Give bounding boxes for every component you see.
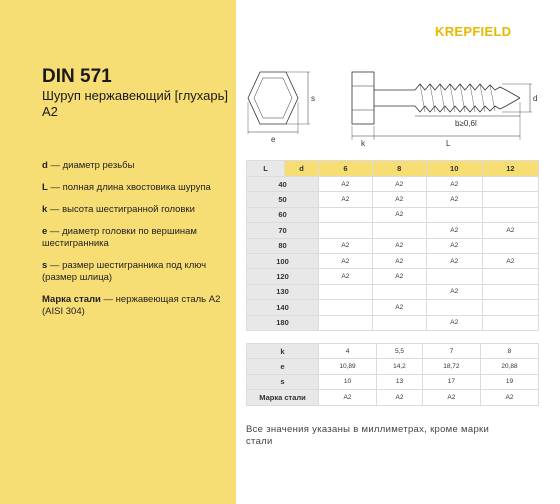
table-cell bbox=[372, 223, 426, 238]
table-cell: A2 bbox=[422, 390, 480, 405]
table-cell: 5,5 bbox=[377, 344, 423, 359]
row-length: 40 bbox=[247, 177, 319, 192]
table-row bbox=[247, 359, 539, 374]
row-length: 100 bbox=[247, 253, 319, 268]
table-cell: 10 bbox=[319, 374, 377, 389]
table-cell: A2 bbox=[482, 253, 538, 268]
definition-d: d — диаметр резьбы bbox=[42, 160, 135, 171]
table-cell bbox=[482, 284, 538, 299]
table-row bbox=[247, 374, 539, 389]
table-cell: 8 bbox=[480, 344, 538, 359]
table-row bbox=[247, 192, 539, 207]
row-length: 130 bbox=[247, 284, 319, 299]
brand-logo: KREPFIELD bbox=[435, 24, 512, 39]
table-cell bbox=[426, 269, 482, 284]
table-row bbox=[247, 223, 539, 238]
table-cell: A2 bbox=[319, 238, 373, 253]
row-label: e bbox=[247, 359, 319, 374]
row-length: 50 bbox=[247, 192, 319, 207]
hex-inner-circle bbox=[254, 78, 292, 118]
dim-b-label: b≥0,6l bbox=[455, 119, 477, 128]
table-cell: A2 bbox=[372, 253, 426, 268]
page-title: DIN 571 bbox=[42, 66, 112, 87]
table-cell: A2 bbox=[372, 192, 426, 207]
dim-e-label: e bbox=[271, 135, 276, 144]
table-row bbox=[247, 315, 539, 330]
row-length: 180 bbox=[247, 315, 319, 330]
header-size: 8 bbox=[372, 161, 426, 177]
dimensions-table bbox=[246, 343, 539, 406]
table-row bbox=[247, 284, 539, 299]
table-cell bbox=[482, 269, 538, 284]
table-cell: A2 bbox=[426, 223, 482, 238]
table-row bbox=[247, 269, 539, 284]
definition-s: s — размер шестигранника под ключ (размер шлица) bbox=[42, 260, 207, 283]
table-cell: A2 bbox=[372, 177, 426, 192]
definitions-list bbox=[42, 160, 232, 328]
thread-top bbox=[415, 84, 520, 98]
table-cell bbox=[482, 177, 538, 192]
header-size: 10 bbox=[426, 161, 482, 177]
table-cell: 4 bbox=[319, 344, 377, 359]
units-note: Все значения указаны в миллиметрах, кроме марки стали bbox=[246, 424, 490, 447]
table-cell: 10,89 bbox=[319, 359, 377, 374]
left-panel bbox=[0, 0, 236, 504]
length-availability-table bbox=[246, 160, 539, 331]
table-cell bbox=[319, 223, 373, 238]
table-cell: A2 bbox=[319, 177, 373, 192]
dim-k-label: k bbox=[361, 139, 365, 148]
table-cell: 19 bbox=[480, 374, 538, 389]
table-cell bbox=[426, 300, 482, 315]
table-cell bbox=[319, 284, 373, 299]
table-row bbox=[247, 300, 539, 315]
table-cell: A2 bbox=[319, 192, 373, 207]
table-cell: 17 bbox=[422, 374, 480, 389]
row-length: 60 bbox=[247, 207, 319, 222]
table-cell: A2 bbox=[377, 390, 423, 405]
table-cell bbox=[319, 207, 373, 222]
definition-L: L — полная длина хвостовика шурупа bbox=[42, 182, 211, 193]
table-cell: A2 bbox=[319, 390, 377, 405]
table-cell: A2 bbox=[480, 390, 538, 405]
table-cell: A2 bbox=[372, 300, 426, 315]
table-cell bbox=[482, 192, 538, 207]
thread-bottom bbox=[415, 98, 520, 112]
table-row bbox=[247, 344, 539, 359]
header-d: d bbox=[285, 161, 319, 177]
table-cell bbox=[482, 238, 538, 253]
definition-k: k — высота шестигранной головки bbox=[42, 204, 195, 215]
row-length: 80 bbox=[247, 238, 319, 253]
table-row bbox=[247, 207, 539, 222]
table-cell bbox=[319, 300, 373, 315]
table-cell: A2 bbox=[426, 315, 482, 330]
dim-L-label: L bbox=[446, 139, 451, 148]
dim-d-label: d bbox=[533, 94, 538, 103]
table-cell: A2 bbox=[426, 284, 482, 299]
header-L: L bbox=[247, 161, 285, 177]
row-label: k bbox=[247, 344, 319, 359]
screw-drawing bbox=[240, 60, 550, 150]
table-cell: 7 bbox=[422, 344, 480, 359]
table-cell bbox=[482, 207, 538, 222]
definition-e: e — диаметр головки по вершинам шестигранника bbox=[42, 226, 197, 249]
table-header-row bbox=[247, 161, 539, 177]
definition-steel: Марка стали — нержавеющая сталь A2 (AISI 304) bbox=[42, 294, 221, 317]
table-cell: A2 bbox=[372, 238, 426, 253]
row-length: 70 bbox=[247, 223, 319, 238]
header-size: 6 bbox=[319, 161, 373, 177]
table-cell: 18,72 bbox=[422, 359, 480, 374]
row-label: s bbox=[247, 374, 319, 389]
table-row bbox=[247, 253, 539, 268]
table-cell bbox=[482, 315, 538, 330]
table-cell bbox=[372, 315, 426, 330]
table-cell: A2 bbox=[426, 192, 482, 207]
table-cell: 20,88 bbox=[480, 359, 538, 374]
table-cell: A2 bbox=[372, 269, 426, 284]
table-cell: A2 bbox=[426, 253, 482, 268]
dim-s-label: s bbox=[311, 94, 315, 103]
hex-head-front bbox=[248, 72, 298, 124]
row-length: 120 bbox=[247, 269, 319, 284]
table-cell bbox=[426, 207, 482, 222]
table-cell: A2 bbox=[372, 207, 426, 222]
table-cell: A2 bbox=[319, 269, 373, 284]
table-cell: A2 bbox=[426, 238, 482, 253]
table-cell bbox=[482, 300, 538, 315]
table-cell: A2 bbox=[482, 223, 538, 238]
table-row bbox=[247, 238, 539, 253]
table-cell: A2 bbox=[319, 253, 373, 268]
table-row bbox=[247, 390, 539, 405]
hex-head-side bbox=[352, 72, 374, 124]
table-cell: 13 bbox=[377, 374, 423, 389]
table-row bbox=[247, 177, 539, 192]
table-cell bbox=[372, 284, 426, 299]
table-cell bbox=[319, 315, 373, 330]
table-cell: 14,2 bbox=[377, 359, 423, 374]
row-length: 140 bbox=[247, 300, 319, 315]
table-cell: A2 bbox=[426, 177, 482, 192]
header-size: 12 bbox=[482, 161, 538, 177]
page-subtitle: Шуруп нержавеющий [глухарь] A2 bbox=[42, 88, 228, 119]
row-label: Марка стали bbox=[247, 390, 319, 405]
